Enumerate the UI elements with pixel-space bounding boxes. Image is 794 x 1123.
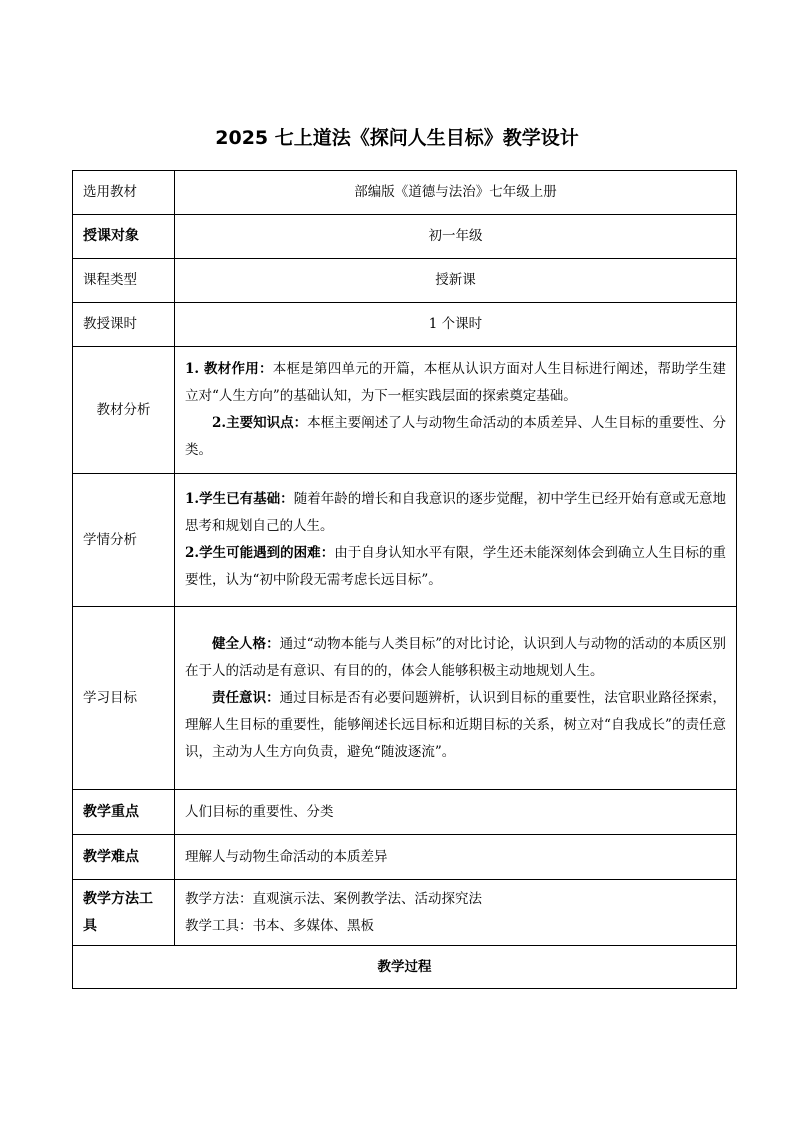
- objectives-paragraph-2: [185, 685, 726, 766]
- objectives-paragraph-1: [185, 631, 726, 685]
- row-audience: [73, 215, 737, 259]
- label-student-analysis: 学情分析: [73, 474, 175, 607]
- row-key-points: [73, 790, 737, 835]
- value-key-points: 人们目标的重要性、分类: [175, 790, 737, 835]
- row-objectives: [73, 607, 737, 790]
- value-textbook: 部编版《道德与法治》七年级上册: [175, 171, 737, 215]
- material-paragraph-2: [185, 410, 726, 464]
- value-hours: 1 个课时: [175, 303, 737, 347]
- material-text-2: 本框主要阐述了人与动物生命活动的本质差异、人生目标的重要性、分类。: [185, 415, 727, 458]
- label-hours: 教授课时: [73, 303, 175, 347]
- row-material-analysis: [73, 347, 737, 474]
- label-textbook: 选用教材: [73, 171, 175, 215]
- label-methods: 教学方法工具: [73, 880, 175, 946]
- row-process-heading: [73, 946, 737, 989]
- objectives-keyword-2: 责任意识：: [212, 689, 280, 706]
- material-keyword-2: 2.主要知识点：: [212, 415, 308, 431]
- material-keyword-1: 1. 教材作用：: [185, 361, 273, 377]
- student-keyword-1: 1.学生已有基础：: [185, 491, 294, 507]
- label-objectives: 学习目标: [73, 607, 175, 790]
- methods-line: 教学方法：直观演示法、案例教学法、活动探究法: [185, 890, 482, 907]
- objectives-text-1: 通过“动物本能与人类目标”的对比讨论，认识到人与动物的活动的本质区别在于人的活动是有意识、有目的的，体会人能够积极主动地规划人生。: [185, 635, 726, 679]
- process-heading: 教学过程: [73, 946, 737, 989]
- student-text-1: 随着年龄的增长和自我意识的逐步觉醒，初中学生已经开始有意或无意地思考和规划自己的人生。: [185, 491, 727, 534]
- row-textbook: [73, 171, 737, 215]
- row-difficulties: [73, 835, 737, 880]
- row-course-type: [73, 259, 737, 303]
- objectives-text-2: 通过目标是否有必要问题辨析，认识到目标的重要性，法官职业路径探索，理解人生目标的重要性，能够阐述长远目标和近期目标的关系，树立对“自我成长”的责任意识，主动为人生方向负责，避免“随波逐流”。: [185, 689, 727, 760]
- material-text-1: 本框是第四单元的开篇，本框从认识方面对人生目标进行阐述，帮助学生建立对“人生方向”的基础认知，为下一框实践层面的探索奠定基础。: [185, 361, 726, 404]
- student-paragraph-1: [185, 486, 726, 540]
- material-paragraph-1: [185, 356, 726, 410]
- objectives-keyword-1: 健全人格：: [212, 635, 280, 652]
- label-material-analysis: 教材分析: [73, 347, 175, 474]
- value-audience: 初一年级: [175, 215, 737, 259]
- value-methods: [175, 880, 737, 946]
- value-material-analysis: [175, 347, 737, 474]
- document-title: 2025 七上道法《探问人生目标》教学设计: [215, 127, 579, 149]
- student-paragraph-2: [185, 540, 726, 594]
- label-difficulties: 教学难点: [73, 835, 175, 880]
- student-keyword-2: 2.学生可能遇到的困难：: [185, 545, 335, 561]
- label-key-points: 教学重点: [73, 790, 175, 835]
- student-text-2: 由于自身认知水平有限，学生还未能深刻体会到确立人生目标的重要性，认为“初中阶段无需考虑长远目标”。: [185, 545, 727, 588]
- row-student-analysis: [73, 474, 737, 607]
- value-objectives: [175, 607, 737, 790]
- row-methods: [73, 880, 737, 946]
- value-course-type: 授新课: [175, 259, 737, 303]
- label-audience: 授课对象: [73, 215, 175, 259]
- label-course-type: 课程类型: [73, 259, 175, 303]
- row-hours: [73, 303, 737, 347]
- lesson-plan-table: [72, 170, 737, 989]
- tools-line: 教学工具：书本、多媒体、黑板: [185, 917, 374, 934]
- value-student-analysis: [175, 474, 737, 607]
- value-difficulties: 理解人与动物生命活动的本质差异: [175, 835, 737, 880]
